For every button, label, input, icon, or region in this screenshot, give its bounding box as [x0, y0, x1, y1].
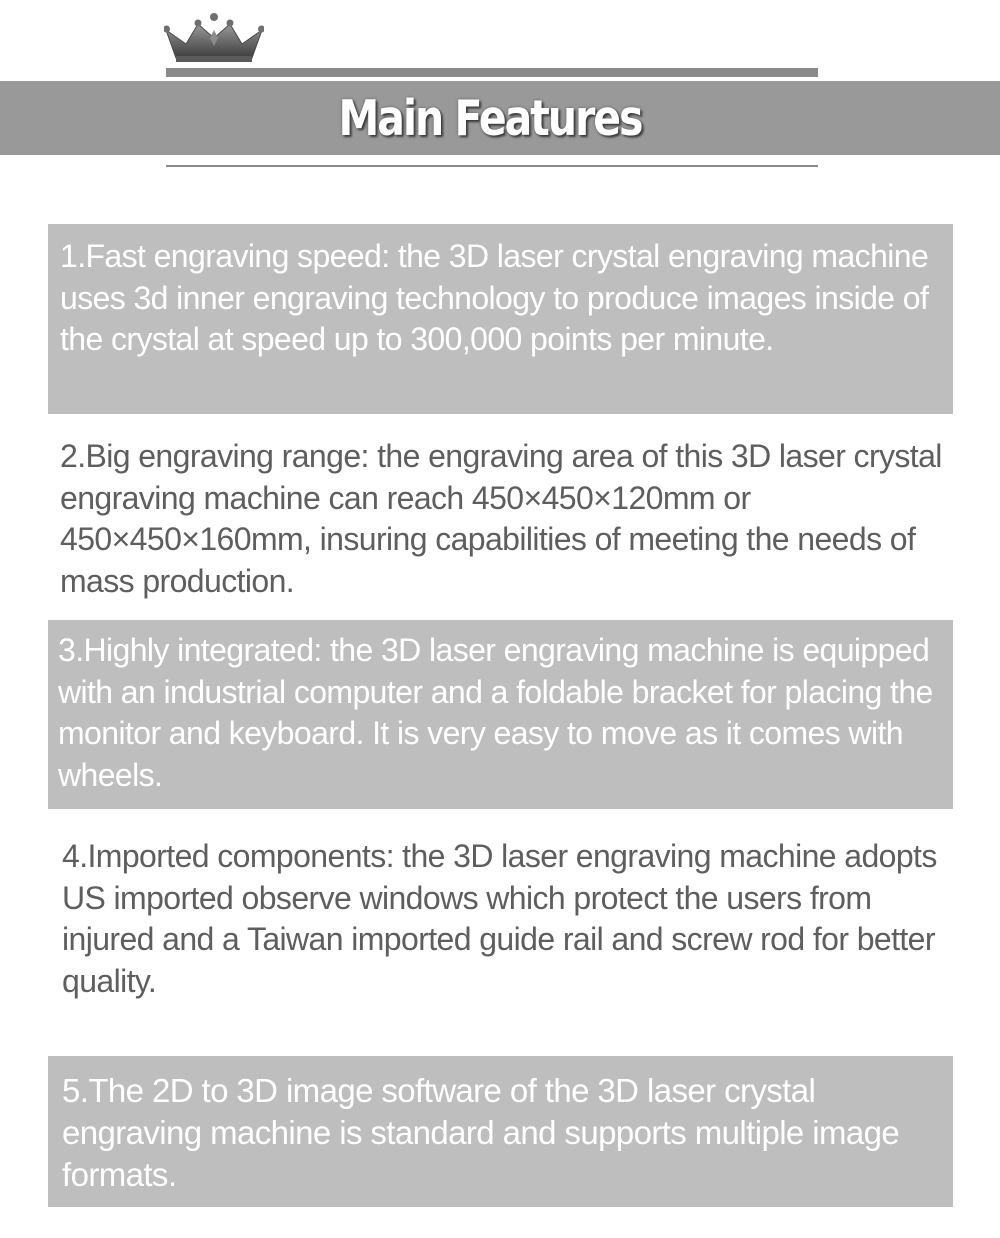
feature-item-4: 4.Imported components: the 3D laser engraving machine adopts US imported observe windows which protect the users from injured and a Taiwan imported guide rail and screw rod for better quality.	[62, 838, 937, 999]
page-title: Main Features	[338, 89, 642, 147]
feature-item-2: 2.Big engraving range: the engraving area of this 3D laser crystal engraving machine can reach 450×450×120mm or 450×450×160mm, insuring capabilities of meeting the needs of mass production.	[60, 438, 942, 599]
crown-icon	[164, 12, 264, 64]
feature-item-1: 1.Fast engraving speed: the 3D laser crystal engraving machine uses 3d inner engraving technology to produce images inside of the crystal at speed up to 300,000 points per minute.	[48, 224, 953, 414]
feature-item-5: 5.The 2D to 3D image software of the 3D laser crystal engraving machine is standard and supports multiple image formats.	[48, 1056, 953, 1207]
bottom-divider	[166, 165, 818, 167]
feature-item-3: 3.Highly integrated: the 3D laser engraving machine is equipped with an industrial computer and a foldable bracket for placing the monitor and keyboard. It is very easy to move as it comes with wheels.	[48, 620, 953, 809]
